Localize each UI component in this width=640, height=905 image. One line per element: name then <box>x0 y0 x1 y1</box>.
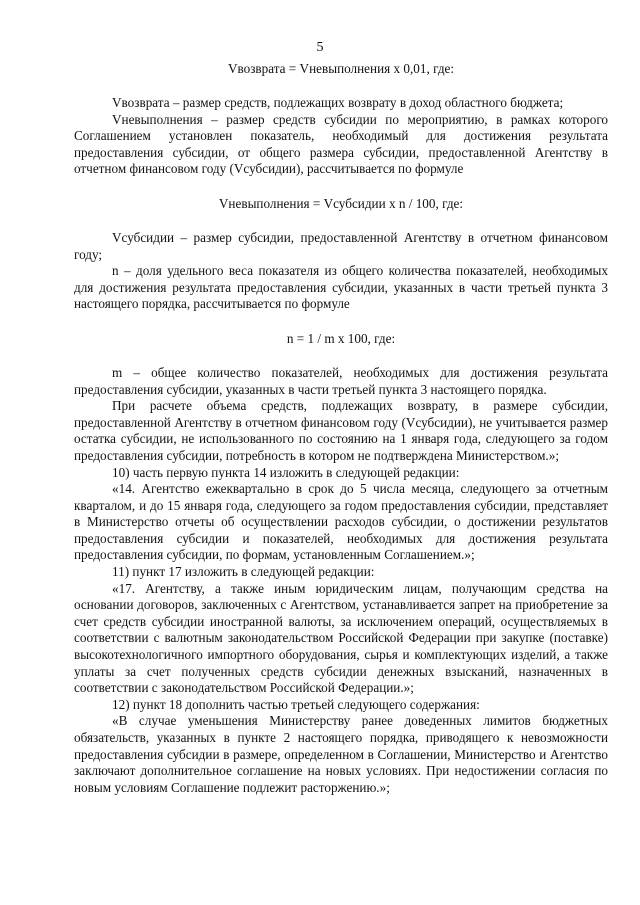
quote-point-17: «17. Агентству, а также иным юридическим лицам, получающим средства на основании договоров, заключенных с Агентством, устанавливается запрет на приобретение за счет средств субсидии иностранной валюты, за исключением операций, осуществляемых в соответствии с валютным законодательством Российской Федерации при закупке (поставке) высокотехнологичного импортного оборудования, сырья и комплектующих изделий, а также уплаты за счет полученных средств субсидии денежных взысканий, назначенных в соответствии с законодательством Российской Федерации.»; <box>74 580 608 696</box>
definition-vsubsidii: Vсубсидии – размер субсидии, предоставленной Агентству в отчетном финансовом году; <box>74 229 608 262</box>
definition-vvozvrata: Vвозврата – размер средств, подлежащих возврату в доход областного бюджета; <box>112 95 564 110</box>
document-body <box>74 60 608 796</box>
formula-nevypolneniya: Vневыполнения = Vсубсидии x n / 100, где: <box>218 195 464 211</box>
definition-n: n – доля удельного веса показателя из общего количества показателей, необходимых для достижения результата предоставления субсидии, указанных в части третьей пункта 3 настоящего порядка, рассчитывается по формуле <box>74 263 608 312</box>
item-11: 11) пункт 17 изложить в следующей редакции: <box>112 564 375 580</box>
paragraph-raschet: При расчете объема средств, подлежащих возврату, в размере субсидии, предоставленной Агентству в отчетном финансовом году (Vсубсидии), не учитывается размер остатка субсидии, не использованного по состоянию на 1 января года, следующего за годом предоставления субсидии, потребность в котором не подтверждена Министерством.»; <box>74 398 608 463</box>
definition-m: m – общее количество показателей, необходимых для достижения результата предоставления субсидии, указанных в части третьей пункта 3 настоящего порядка. <box>74 364 608 397</box>
formula-vozvrat: Vвозврата = Vневыполнения x 0,01, где: <box>227 61 455 76</box>
formula-n: n = 1 / m x 100, где: <box>286 330 396 346</box>
quote-point-18: «В случае уменьшения Министерству ранее доведенных лимитов бюджетных обязательств, указанных в пункте 2 настоящего порядка, приводящего к невозможности предоставления субсидии в размере, определенном в Соглашении, Министерство и Агентство заключают дополнительное соглашение на новых условиях. При недостижении согласия по новым условиям Соглашение подлежит расторжению.»; <box>74 713 608 795</box>
item-10: 10) часть первую пункта 14 изложить в следующей редакции: <box>112 464 460 480</box>
quote-point-14: «14. Агентство ежеквартально в срок до 5 числа месяца, следующего за отчетным кварталом, и до 15 января года, следующего за годом предоставления субсидии, представляет в Министерство отчеты об осуществлении расходов субсидии, о достижении результатов предоставления субсидии и показателей, необходимых для достижения результата предоставления субсидии, по формам, установленным Соглашением.»; <box>74 481 608 563</box>
page-number: 5 <box>316 40 324 55</box>
item-12: 12) пункт 18 дополнить частью третьей следующего содержания: <box>112 696 480 712</box>
definition-vnevypolneniya: Vневыполнения – размер средств субсидии по мероприятию, в рамках которого Соглашением установлен показатель, необходимый для достижения результата предоставления субсидии, от общего размера субсидии, предоставленной Агентству в отчетном финансовом году (Vсубсидии), рассчитывается по формуле <box>74 111 608 177</box>
